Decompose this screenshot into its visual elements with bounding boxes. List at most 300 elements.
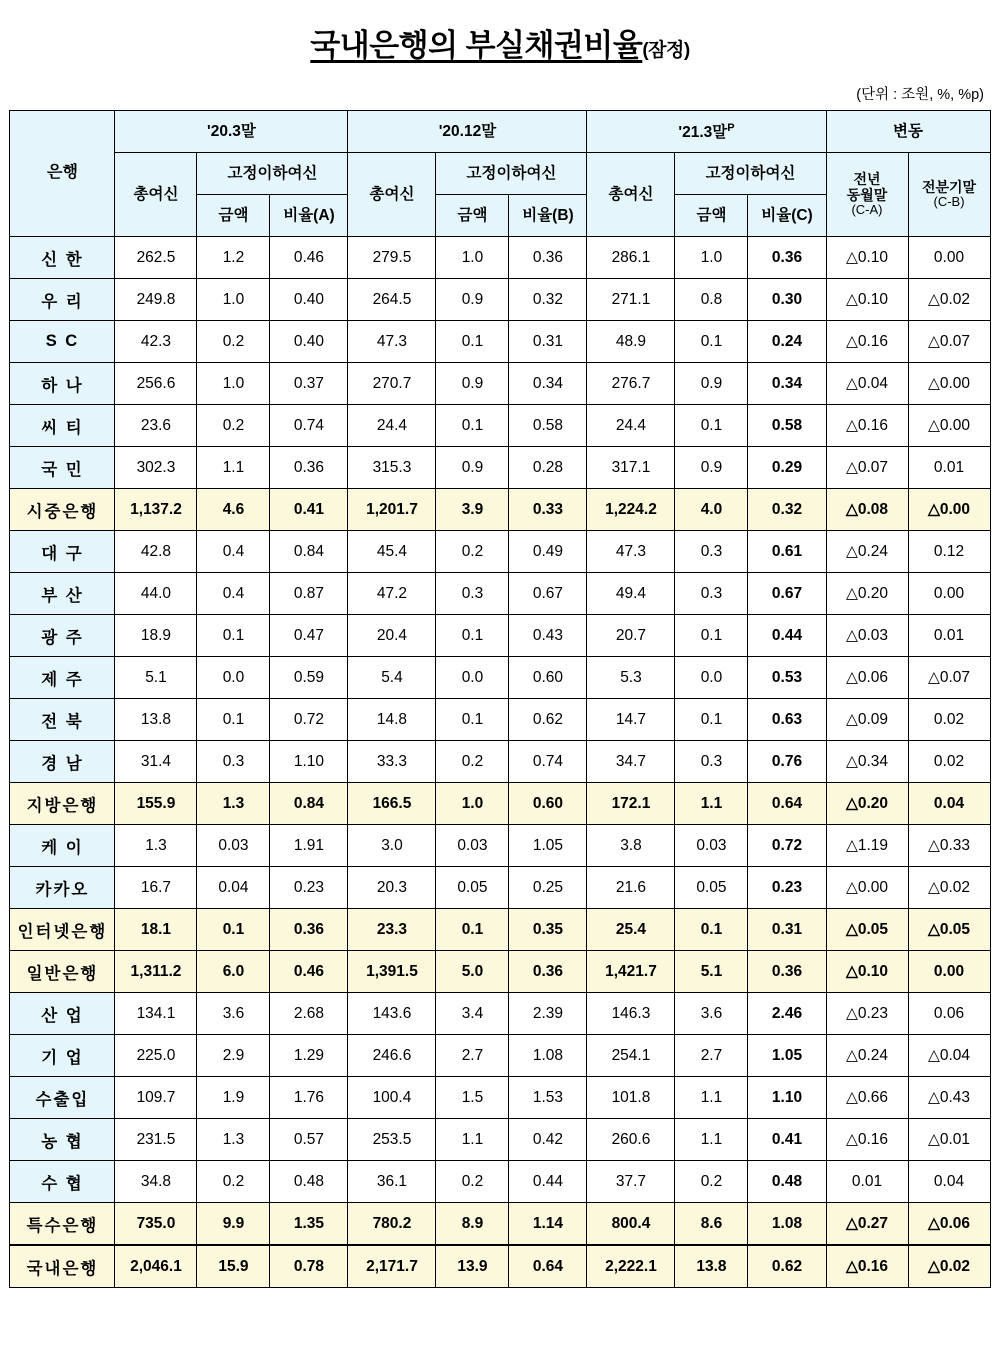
table-cell: 5.4 <box>348 657 436 699</box>
table-cell: 0.2 <box>197 1161 270 1203</box>
table-row <box>10 1245 990 1288</box>
table-cell: 2.68 <box>270 993 348 1035</box>
table-cell: 0.25 <box>509 867 587 909</box>
table-cell: 0.1 <box>436 699 509 741</box>
table-cell: △0.16 <box>826 321 908 363</box>
table-cell: 0.67 <box>509 573 587 615</box>
table-cell: 23.3 <box>348 909 436 951</box>
row-bank-label: 국 민 <box>10 447 115 489</box>
table-cell: 143.6 <box>348 993 436 1035</box>
table-cell: 315.3 <box>348 447 436 489</box>
table-cell: 34.8 <box>115 1161 197 1203</box>
table-cell: 1.53 <box>509 1077 587 1119</box>
table-row <box>10 699 990 741</box>
row-bank-label: 수 협 <box>10 1161 115 1203</box>
table-cell: 0.87 <box>270 573 348 615</box>
table-cell: 1.35 <box>270 1203 348 1246</box>
table-cell: 0.9 <box>436 447 509 489</box>
table-cell: 0.9 <box>675 447 748 489</box>
table-cell: 0.44 <box>748 615 826 657</box>
table-cell: △0.16 <box>826 1245 908 1288</box>
table-cell: 0.05 <box>675 867 748 909</box>
table-cell: 0.36 <box>748 237 826 279</box>
table-cell: 14.7 <box>587 699 675 741</box>
table-cell: 0.37 <box>270 363 348 405</box>
table-cell: △0.34 <box>826 741 908 783</box>
table-cell: 5.1 <box>675 951 748 993</box>
page-title-main: 국내은행의 부실채권비율 <box>310 28 643 63</box>
header-ratio-c: 비율(C) <box>748 195 826 237</box>
table-cell: 0.32 <box>748 489 826 531</box>
table-cell: 0.01 <box>908 447 990 489</box>
table-cell: 49.4 <box>587 573 675 615</box>
table-cell: 0.0 <box>197 657 270 699</box>
table-cell: 101.8 <box>587 1077 675 1119</box>
table-cell: 0.84 <box>270 783 348 825</box>
table-cell: 0.1 <box>675 909 748 951</box>
table-cell: 0.4 <box>197 531 270 573</box>
table-row <box>10 573 990 615</box>
table-cell: 264.5 <box>348 279 436 321</box>
table-cell: 2.46 <box>748 993 826 1035</box>
table-header <box>10 111 990 237</box>
table-cell: 0.24 <box>748 321 826 363</box>
table-cell: 0.1 <box>675 615 748 657</box>
table-cell: △0.20 <box>826 573 908 615</box>
header-total-loans-3: 총여신 <box>587 153 675 237</box>
table-cell: 1.14 <box>509 1203 587 1246</box>
table-cell: 0.32 <box>509 279 587 321</box>
table-cell: 1.1 <box>675 783 748 825</box>
table-row <box>10 825 990 867</box>
table-cell: 0.78 <box>270 1245 348 1288</box>
table-cell: 16.7 <box>115 867 197 909</box>
table-cell: 0.72 <box>270 699 348 741</box>
table-cell: 14.8 <box>348 699 436 741</box>
table-cell: 0.36 <box>270 447 348 489</box>
table-cell: 0.01 <box>908 615 990 657</box>
table-cell: 100.4 <box>348 1077 436 1119</box>
table-cell: 21.6 <box>587 867 675 909</box>
table-row <box>10 615 990 657</box>
page-title <box>0 0 1000 69</box>
table-cell: 2.7 <box>675 1035 748 1077</box>
table-cell: 24.4 <box>587 405 675 447</box>
table-cell: 0.74 <box>509 741 587 783</box>
table-cell: 0.1 <box>675 405 748 447</box>
table-cell: 146.3 <box>587 993 675 1035</box>
table-cell: 0.46 <box>270 237 348 279</box>
table-cell: 0.31 <box>509 321 587 363</box>
table-cell: △0.01 <box>908 1119 990 1161</box>
table-cell: 1.0 <box>436 783 509 825</box>
table-cell: 33.3 <box>348 741 436 783</box>
table-cell: 0.05 <box>436 867 509 909</box>
header-change-yoy-sub: (C-A) <box>851 202 883 218</box>
table-cell: 0.48 <box>270 1161 348 1203</box>
table-cell: 0.2 <box>436 741 509 783</box>
table-cell: 5.3 <box>587 657 675 699</box>
row-bank-label: 시중은행 <box>10 489 115 531</box>
table-row <box>10 531 990 573</box>
table-cell: △0.00 <box>908 363 990 405</box>
table-cell: △0.02 <box>908 1245 990 1288</box>
table-row <box>10 741 990 783</box>
table-cell: 1.1 <box>197 447 270 489</box>
table-cell: 0.42 <box>509 1119 587 1161</box>
row-bank-label: 카카오 <box>10 867 115 909</box>
table-cell: 48.9 <box>587 321 675 363</box>
table-cell: 0.60 <box>509 657 587 699</box>
table-cell: 0.06 <box>908 993 990 1035</box>
table-row <box>10 993 990 1035</box>
table-cell: 13.9 <box>436 1245 509 1288</box>
table-cell: 1.29 <box>270 1035 348 1077</box>
row-bank-label: 인터넷은행 <box>10 909 115 951</box>
table-cell: 1.0 <box>675 237 748 279</box>
table-cell: 1.10 <box>270 741 348 783</box>
table-cell: 1.3 <box>115 825 197 867</box>
table-row <box>10 783 990 825</box>
table-cell: 0.29 <box>748 447 826 489</box>
table-cell: 18.1 <box>115 909 197 951</box>
table-cell: △0.07 <box>908 657 990 699</box>
table-body <box>10 237 990 1288</box>
table-cell: 1.08 <box>748 1203 826 1246</box>
table-cell: 0.12 <box>908 531 990 573</box>
table-cell: 2.39 <box>509 993 587 1035</box>
table-cell: 1,391.5 <box>348 951 436 993</box>
table-cell: 0.02 <box>908 699 990 741</box>
table-cell: 1,224.2 <box>587 489 675 531</box>
table-cell: 1.91 <box>270 825 348 867</box>
table-cell: 166.5 <box>348 783 436 825</box>
table-cell: 0.2 <box>436 1161 509 1203</box>
table-cell: 0.1 <box>675 321 748 363</box>
table-cell: △0.66 <box>826 1077 908 1119</box>
table-cell: 2,171.7 <box>348 1245 436 1288</box>
header-change-yoy: 전년 동월말 (C-A) <box>826 153 908 237</box>
table-cell: 2,222.1 <box>587 1245 675 1288</box>
table-cell: 0.1 <box>436 909 509 951</box>
table-cell: 0.49 <box>509 531 587 573</box>
table-cell: 0.64 <box>509 1245 587 1288</box>
table-cell: 0.3 <box>675 741 748 783</box>
row-bank-label: 전 북 <box>10 699 115 741</box>
table-cell: 0.23 <box>748 867 826 909</box>
table-cell: 0.72 <box>748 825 826 867</box>
table-cell: 302.3 <box>115 447 197 489</box>
table-cell: 0.3 <box>675 573 748 615</box>
table-cell: 0.44 <box>509 1161 587 1203</box>
table-cell: △0.33 <box>908 825 990 867</box>
table-cell: 109.7 <box>115 1077 197 1119</box>
table-cell: 1.05 <box>748 1035 826 1077</box>
table-cell: 256.6 <box>115 363 197 405</box>
table-cell: △0.16 <box>826 405 908 447</box>
table-cell: 20.4 <box>348 615 436 657</box>
table-cell: 249.8 <box>115 279 197 321</box>
table-cell: 0.0 <box>675 657 748 699</box>
table-cell: △0.04 <box>826 363 908 405</box>
table-cell: △0.00 <box>826 867 908 909</box>
table-cell: 0.04 <box>908 1161 990 1203</box>
header-period-1: '20.3말 <box>115 111 348 153</box>
header-ratio-b: 비율(B) <box>509 195 587 237</box>
row-bank-label: 지방은행 <box>10 783 115 825</box>
table-cell: 42.3 <box>115 321 197 363</box>
table-cell: △0.03 <box>826 615 908 657</box>
table-cell: 0.76 <box>748 741 826 783</box>
table-cell: 0.36 <box>509 237 587 279</box>
table-cell: 0.67 <box>748 573 826 615</box>
table-cell: 47.3 <box>587 531 675 573</box>
table-cell: 0.36 <box>509 951 587 993</box>
npl-ratio-table <box>9 110 990 1288</box>
table-cell: △0.06 <box>826 657 908 699</box>
table-cell: 0.1 <box>436 405 509 447</box>
row-bank-label: 하 나 <box>10 363 115 405</box>
table-cell: 0.53 <box>748 657 826 699</box>
table-cell: 1.0 <box>197 363 270 405</box>
header-period-2: '20.12말 <box>348 111 587 153</box>
table-cell: 13.8 <box>115 699 197 741</box>
table-cell: 1.2 <box>197 237 270 279</box>
header-bank: 은행 <box>10 111 115 237</box>
row-bank-label: 부 산 <box>10 573 115 615</box>
table-cell: △0.04 <box>908 1035 990 1077</box>
table-cell: 0.30 <box>748 279 826 321</box>
table-cell: 34.7 <box>587 741 675 783</box>
table-cell: 0.9 <box>436 363 509 405</box>
header-substandard-1: 고정이하여신 <box>197 153 348 195</box>
row-bank-label: 광 주 <box>10 615 115 657</box>
table-cell: 1.0 <box>197 279 270 321</box>
header-amount-2: 금액 <box>436 195 509 237</box>
table-cell: 31.4 <box>115 741 197 783</box>
table-cell: 18.9 <box>115 615 197 657</box>
table-cell: △0.23 <box>826 993 908 1035</box>
table-cell: 0.48 <box>748 1161 826 1203</box>
table-cell: 5.1 <box>115 657 197 699</box>
row-bank-label: 일반은행 <box>10 951 115 993</box>
table-cell: 0.2 <box>436 531 509 573</box>
table-cell: △0.06 <box>908 1203 990 1246</box>
row-bank-label: 신 한 <box>10 237 115 279</box>
unit-note: (단위 : 조원, %, %p) <box>856 87 984 103</box>
table-cell: 0.23 <box>270 867 348 909</box>
table-cell: 1.5 <box>436 1077 509 1119</box>
table-cell: 1.05 <box>509 825 587 867</box>
table-cell: 270.7 <box>348 363 436 405</box>
table-cell: 1,137.2 <box>115 489 197 531</box>
table-cell: 0.84 <box>270 531 348 573</box>
table-row <box>10 321 990 363</box>
table-cell: 2.9 <box>197 1035 270 1077</box>
table-cell: 3.9 <box>436 489 509 531</box>
table-cell: 231.5 <box>115 1119 197 1161</box>
table-cell: 0.9 <box>436 279 509 321</box>
header-period-3: '21.3말$^P$ <box>587 111 826 153</box>
table-cell: 0.9 <box>675 363 748 405</box>
table-cell: 42.8 <box>115 531 197 573</box>
table-cell: △0.00 <box>908 489 990 531</box>
table-cell: 3.6 <box>675 993 748 1035</box>
table-cell: 1.08 <box>509 1035 587 1077</box>
table-cell: 0.40 <box>270 321 348 363</box>
table-row <box>10 1203 990 1246</box>
table-cell: 0.2 <box>675 1161 748 1203</box>
table-cell: 735.0 <box>115 1203 197 1246</box>
table-cell: △0.10 <box>826 237 908 279</box>
table-cell: 8.9 <box>436 1203 509 1246</box>
table-cell: 0.34 <box>509 363 587 405</box>
header-substandard-3: 고정이하여신 <box>675 153 826 195</box>
table-cell: △0.09 <box>826 699 908 741</box>
table-cell: 286.1 <box>587 237 675 279</box>
table-cell: 260.6 <box>587 1119 675 1161</box>
header-substandard-2: 고정이하여신 <box>436 153 587 195</box>
table-cell: 0.74 <box>270 405 348 447</box>
row-bank-label: S C <box>10 321 115 363</box>
table-cell: △0.20 <box>826 783 908 825</box>
table-cell: 0.35 <box>509 909 587 951</box>
table-cell: 0.59 <box>270 657 348 699</box>
table-cell: △0.24 <box>826 1035 908 1077</box>
header-period-3-sup: P <box>727 121 735 134</box>
table-cell: 0.31 <box>748 909 826 951</box>
table-cell: 24.4 <box>348 405 436 447</box>
table-cell: 0.62 <box>748 1245 826 1288</box>
table-cell: 0.04 <box>197 867 270 909</box>
table-cell: 4.6 <box>197 489 270 531</box>
table-cell: 276.7 <box>587 363 675 405</box>
table-cell: 0.2 <box>197 321 270 363</box>
header-amount-1: 금액 <box>197 195 270 237</box>
table-cell: △0.08 <box>826 489 908 531</box>
row-bank-label: 경 남 <box>10 741 115 783</box>
row-bank-label: 국내은행 <box>10 1245 115 1288</box>
table-cell: 0.36 <box>748 951 826 993</box>
header-change-qoq-sub: (C-B) <box>933 194 965 210</box>
table-cell: 0.60 <box>509 783 587 825</box>
table-cell: 2,046.1 <box>115 1245 197 1288</box>
table-row <box>10 1161 990 1203</box>
table-cell: 44.0 <box>115 573 197 615</box>
table-cell: △0.24 <box>826 531 908 573</box>
table-cell: 4.0 <box>675 489 748 531</box>
table-cell: 0.2 <box>197 405 270 447</box>
row-bank-label: 제 주 <box>10 657 115 699</box>
header-amount-3: 금액 <box>675 195 748 237</box>
row-bank-label: 기 업 <box>10 1035 115 1077</box>
table-cell: 0.40 <box>270 279 348 321</box>
table-row <box>10 489 990 531</box>
table-cell: 0.57 <box>270 1119 348 1161</box>
table-cell: △0.07 <box>826 447 908 489</box>
table-cell: 0.34 <box>748 363 826 405</box>
table-cell: 6.0 <box>197 951 270 993</box>
table-cell: 0.1 <box>675 699 748 741</box>
table-cell: 20.7 <box>587 615 675 657</box>
table-cell: 1.10 <box>748 1077 826 1119</box>
table-cell: 0.04 <box>908 783 990 825</box>
table-cell: 172.1 <box>587 783 675 825</box>
table-cell: 253.5 <box>348 1119 436 1161</box>
table-row <box>10 447 990 489</box>
table-cell: 0.03 <box>675 825 748 867</box>
table-row <box>10 867 990 909</box>
table-cell: 279.5 <box>348 237 436 279</box>
table-cell: 0.4 <box>197 573 270 615</box>
header-total-loans-2: 총여신 <box>348 153 436 237</box>
table-cell: 23.6 <box>115 405 197 447</box>
row-bank-label: 우 리 <box>10 279 115 321</box>
table-cell: 1,201.7 <box>348 489 436 531</box>
table-row <box>10 405 990 447</box>
table-cell: 0.47 <box>270 615 348 657</box>
table-cell: 0.36 <box>270 909 348 951</box>
table-cell: 0.02 <box>908 741 990 783</box>
table-cell: 155.9 <box>115 783 197 825</box>
table-cell: 36.1 <box>348 1161 436 1203</box>
table-cell: 3.6 <box>197 993 270 1035</box>
table-cell: 1.1 <box>675 1077 748 1119</box>
row-bank-label: 수출입 <box>10 1077 115 1119</box>
table-cell: 1,311.2 <box>115 951 197 993</box>
table-cell: 0.1 <box>436 321 509 363</box>
table-cell: 37.7 <box>587 1161 675 1203</box>
table-cell: △0.05 <box>908 909 990 951</box>
table-cell: 0.1 <box>197 909 270 951</box>
table-cell: 0.1 <box>197 699 270 741</box>
table-cell: 45.4 <box>348 531 436 573</box>
table-cell: 0.58 <box>509 405 587 447</box>
table-cell: 1.9 <box>197 1077 270 1119</box>
table-cell: 134.1 <box>115 993 197 1035</box>
table-cell: 0.1 <box>197 615 270 657</box>
header-total-loans-1: 총여신 <box>115 153 197 237</box>
table-cell: 225.0 <box>115 1035 197 1077</box>
table-cell: 0.00 <box>908 573 990 615</box>
table-cell: △0.43 <box>908 1077 990 1119</box>
header-change-qoq: 전분기말 (C-B) <box>908 153 990 237</box>
table-cell: △1.19 <box>826 825 908 867</box>
table-cell: 8.6 <box>675 1203 748 1246</box>
table-row <box>10 657 990 699</box>
table-cell: 5.0 <box>436 951 509 993</box>
table-cell: 3.8 <box>587 825 675 867</box>
table-row <box>10 909 990 951</box>
table-cell: △0.00 <box>908 405 990 447</box>
table-cell: 2.7 <box>436 1035 509 1077</box>
row-bank-label: 농 협 <box>10 1119 115 1161</box>
table-cell: 0.41 <box>748 1119 826 1161</box>
table-cell: △0.16 <box>826 1119 908 1161</box>
table-cell: 0.28 <box>509 447 587 489</box>
table-cell: 0.1 <box>436 615 509 657</box>
table-cell: 0.00 <box>908 951 990 993</box>
table-cell: △0.05 <box>826 909 908 951</box>
page-title-sub: (잠정) <box>642 40 690 61</box>
table-cell: 0.63 <box>748 699 826 741</box>
table-cell: 0.61 <box>748 531 826 573</box>
table-cell: 254.1 <box>587 1035 675 1077</box>
table-cell: △0.10 <box>826 279 908 321</box>
table-cell: 0.03 <box>197 825 270 867</box>
table-cell: 1.3 <box>197 783 270 825</box>
table-cell: 246.6 <box>348 1035 436 1077</box>
